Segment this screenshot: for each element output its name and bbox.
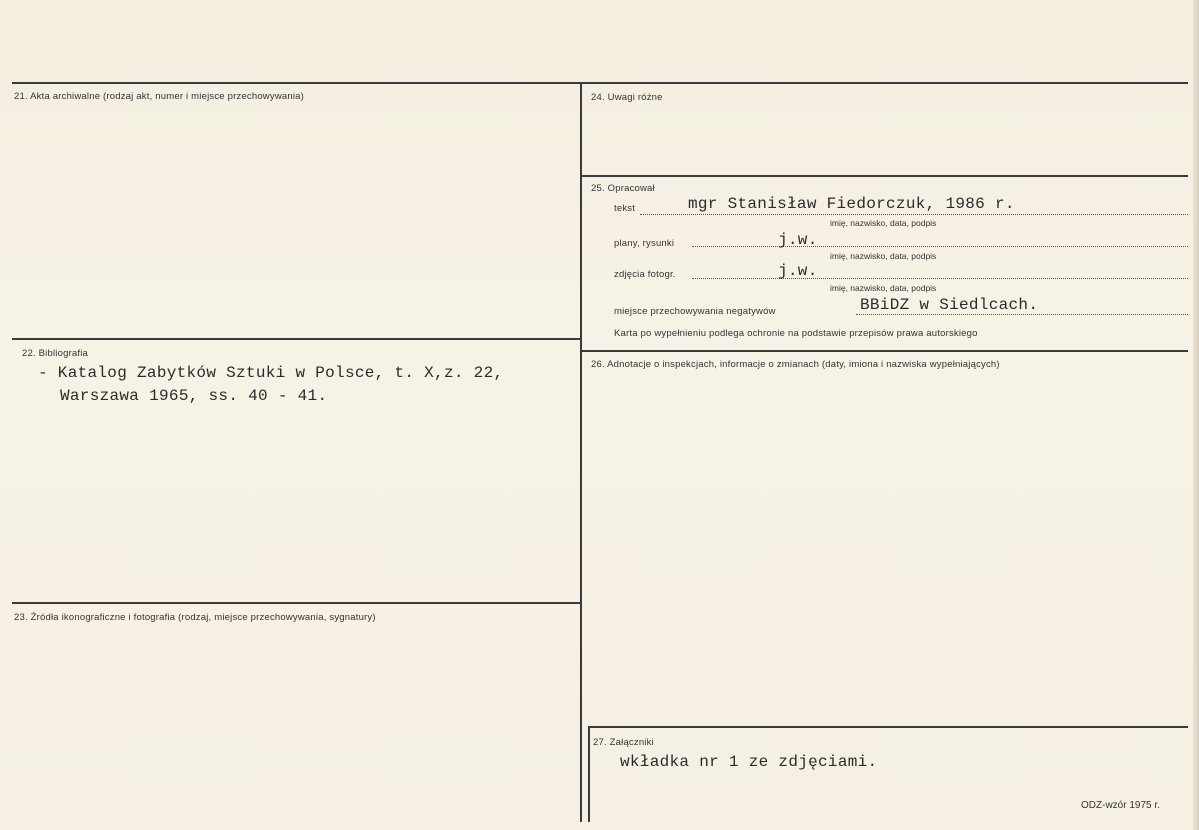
divider-24-25 <box>582 175 1188 177</box>
plany-label: plany, rysunki <box>614 238 675 249</box>
divider-21-22 <box>12 338 580 340</box>
center-divider <box>580 82 582 822</box>
top-rule <box>12 82 1188 84</box>
plany-line <box>692 246 1188 247</box>
zdjecia-caption: imię, nazwisko, data, podpis <box>830 283 937 293</box>
zdjecia-value: j.w. <box>778 262 818 280</box>
section-21-label: 21. Akta archiwalne (rodzaj akt, numer i miejsce przechowywania) <box>14 91 305 102</box>
left-section-27-rule <box>588 726 590 822</box>
attachments-value: wkładka nr 1 ze zdjęciami. <box>620 753 878 771</box>
divider-25-26 <box>582 350 1188 352</box>
section-26-label: 26. Adnotacje o inspekcjach, informacje o zmianach (daty, imiona i nazwiska wypełniających) <box>591 359 1000 370</box>
divider-22-23 <box>12 602 580 604</box>
section-24-label: 24. Uwagi różne <box>591 92 663 103</box>
tekst-line <box>640 214 1188 215</box>
tekst-value: mgr Stanisław Fiedorczuk, 1986 r. <box>688 195 1015 213</box>
divider-26-27 <box>588 726 1188 728</box>
page-edge <box>1193 0 1199 830</box>
copyright-notice: Karta po wypełnieniu podlega ochronie na podstawie przepisów prawa autorskiego <box>614 328 978 339</box>
zdjecia-label: zdjęcia fotogr. <box>614 269 676 280</box>
negatywy-value: BBiDZ w Siedlcach. <box>860 296 1039 314</box>
form-version: ODZ-wzór 1975 r. <box>1081 800 1160 811</box>
bibliography-line-1: - Katalog Zabytków Sztuki w Polsce, t. X,z. 22, <box>38 364 504 382</box>
section-25-label: 25. Opracował <box>591 183 655 194</box>
plany-caption: imię, nazwisko, data, podpis <box>830 251 937 261</box>
negatywy-line <box>856 314 1188 315</box>
section-23-label: 23. Źródła ikonograficzne i fotografia (rodzaj, miejsce przechowywania, sygnatury) <box>14 612 376 623</box>
section-22-label: 22. Bibliografia <box>22 348 89 359</box>
negatywy-label: miejsce przechowywania negatywów <box>614 306 776 317</box>
section-27-label: 27. Załączniki <box>593 737 654 748</box>
zdjecia-line <box>692 278 1188 279</box>
plany-value: j.w. <box>778 231 818 249</box>
tekst-caption: imię, nazwisko, data, podpis <box>830 218 937 228</box>
tekst-label: tekst <box>614 203 636 214</box>
bibliography-line-2: Warszawa 1965, ss. 40 - 41. <box>60 387 328 405</box>
